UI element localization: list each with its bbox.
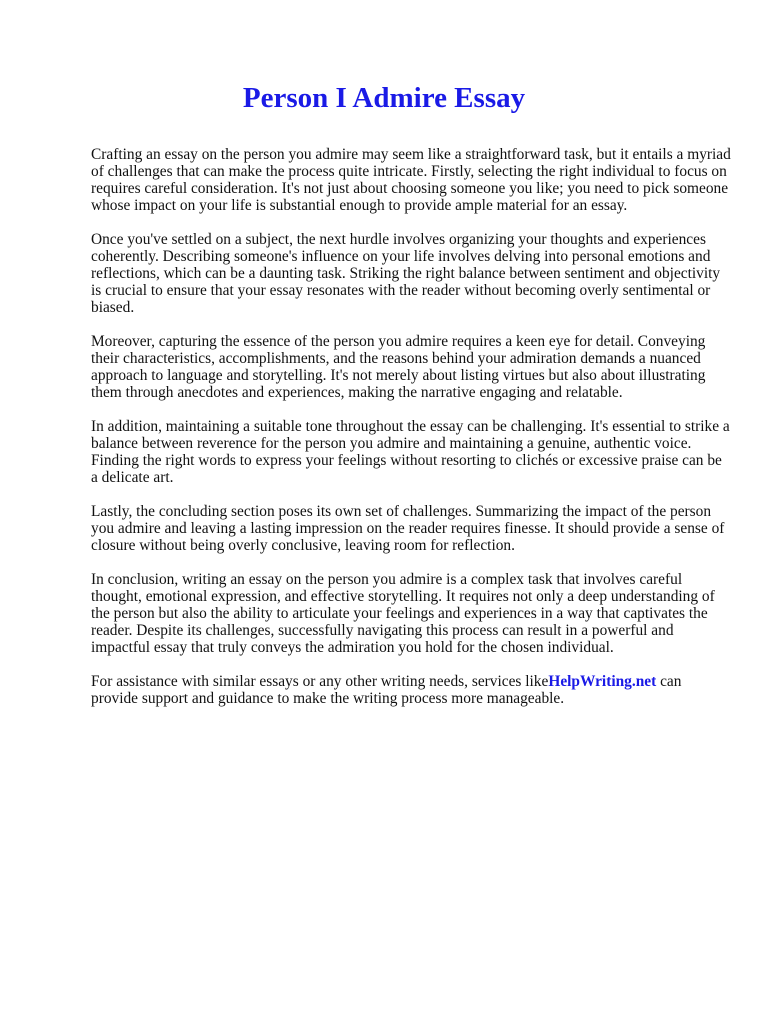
paragraph-1: Crafting an essay on the person you admire may seem like a straightforward task, but it entails a myriad of challenges that can make the process quite intricate. Firstly, selecting the right individual to focus on requires careful consideration. It's not just about choosing someone you like; you need to pick someone whose impact on your life is substantial enough to provide ample material for an essay. <box>91 146 731 214</box>
paragraph-5: Lastly, the concluding section poses its own set of challenges. Summarizing the impact of the person you admire and leaving a lasting impression on the reader requires finesse. It should provide a sense of closure without being overly conclusive, leaving room for reflection. <box>91 503 725 554</box>
page-title: Person I Admire Essay <box>242 82 526 114</box>
closing-text-before-link: For assistance with similar essays or any other writing needs, services like <box>91 673 549 690</box>
paragraph-2: Once you've settled on a subject, the next hurdle involves organizing your thoughts and experiences coherently. Describing someone's influence on your life involves delving into personal emotions and reflections, which can be a daunting task. Striking the right balance between sentiment and objectivity is crucial to ensure that your essay resonates with the reader without becoming overly sentimental or biased. <box>91 231 721 316</box>
paragraph-6: In conclusion, writing an essay on the person you admire is a complex task that involves careful thought, emotional expression, and effective storytelling. It requires not only a deep understanding of the person but also the ability to articulate your feelings and experiences in a way that captivates the reader. Despite its challenges, successfully navigating this process can result in a powerful and impactful essay that truly conveys the admiration you hold for the chosen individual. <box>91 571 715 656</box>
paragraph-4: In addition, maintaining a suitable tone throughout the essay can be challenging. It's essential to strike a balance between reverence for the person you admire and maintaining a genuine, authentic voice. Finding the right words to express your feelings without resorting to clichés or excessive praise can be a delicate art. <box>91 418 730 486</box>
essay-body <box>91 146 731 724</box>
paragraph-3: Moreover, capturing the essence of the person you admire requires a keen eye for detail. Conveying their characteristics, accomplishments, and the reasons behind your admiration demands a nuanced approach to language and storytelling. It's not merely about listing virtues but also about illustrating them through anecdotes and experiences, making the narrative engaging and relatable. <box>91 333 706 401</box>
closing-text-after-link: can provide support and guidance to make the writing process more manageable. <box>91 673 682 707</box>
closing-paragraph <box>91 673 731 707</box>
helpwriting-link[interactable]: HelpWriting.net <box>548 673 657 690</box>
